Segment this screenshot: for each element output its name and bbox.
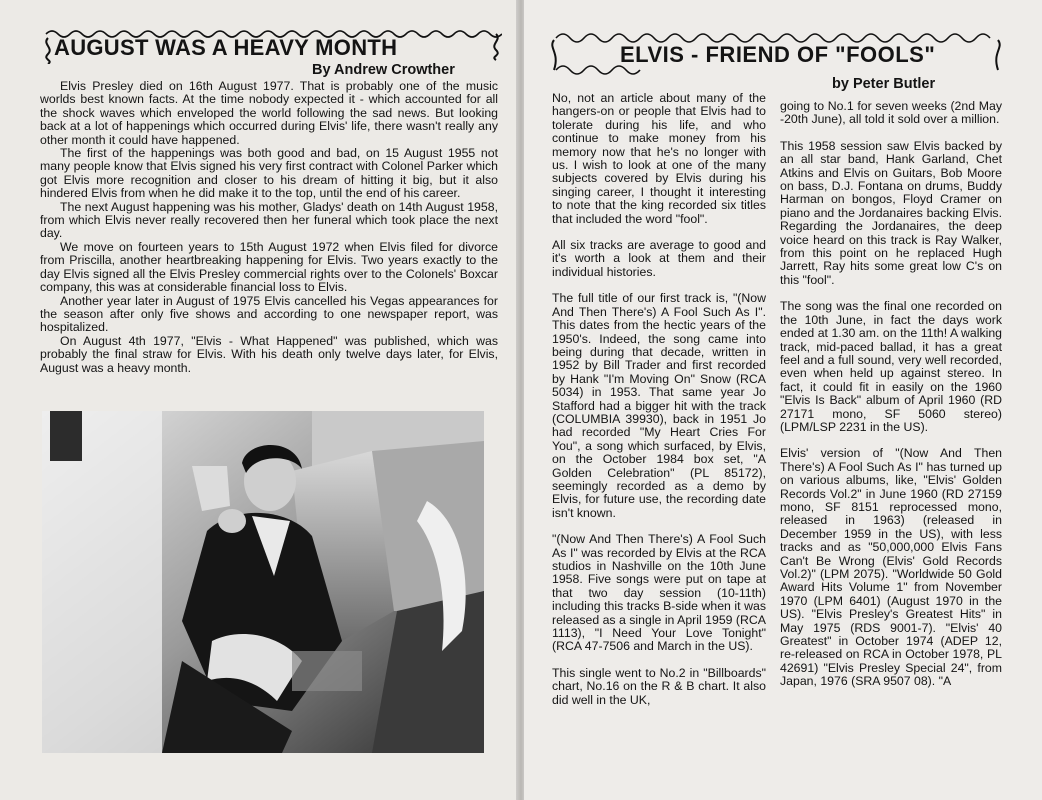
- col1-paragraph: The full title of our first track is, "(Now And Then There's) A Fool Such As I". This dates from the hectic years of the 1950's. Indeed, the song came into being during that decade, written in 1952 by Bill Trader and first recorded by Hank "I'm Moving On" Snow (RCA 5034) in 1953. That same year Jo Stafford had a bigger hit with the track (COLUMBIA 39930), back in 1951 Jo had recorded "My Heart Cries For You", a song which surfaced, by Elvis, on the October 1984 box set, "A Golden Celebration" (PL 85172), seemingly recorded as a demo by Elvis, for future use, the recording date isn't known.: [552, 291, 766, 520]
- right-article-title-box: [550, 30, 1002, 76]
- right-article-title: ELVIS - FRIEND OF "FOOLS": [620, 42, 936, 67]
- col1-paragraph: No, not an article about many of the hangers-on or people that Elvis had to tolerate during his life, and who continue to make money from his memory now that he's no longer with us. I wish to look at one of the many subjects covered by Elvis during his singing career, I thought it interesting to note that the king recorded six titles that included the word "fool".: [552, 91, 766, 226]
- right-article-byline: by Peter Butler: [832, 76, 936, 92]
- left-paragraph: The first of the happenings was both good and bad, on 15 August 1955 not many people know that Elvis signed his very first contract with Colonel Parker which got Elvis more recognition and closer to his dream of hitting it big, but it also hindered Elvis from when he did make it to the top, until the end of his career.: [40, 146, 498, 201]
- left-paragraph: Another year later in August of 1975 Elvis cancelled his Vegas appearances for the season after only five shows and according to one newspaper report, was hospitalized.: [40, 293, 498, 335]
- left-article-title: AUGUST WAS A HEAVY MONTH: [54, 35, 398, 60]
- col1-paragraph: "(Now And Then There's) A Fool Such As I" was recorded by Elvis at the RCA studios in Nashville on the 10th June 1958. Five songs were put on tape at that two day session (10-11th) including this tracks B-side when it was released as a single in April 1959 (RCA 1113), "I Need Your Love Tonight" (RCA 47-7506 and March in the US).: [552, 532, 766, 654]
- right-article-column-2: [780, 100, 1002, 689]
- col2-paragraph: This 1958 session saw Elvis backed by an all star band, Hank Garland, Chet Atkins and Elvis on Guitars, Bob Moore on bass, D.J. Fontana on drums, Buddy Harman on bongos, Floyd Cramer on piano and the Jordanaires backing Elvis. Regarding the Jordanaires, the deep voice heard on this track is Ray Walker, from this point on he replaced Hugh Jarrett, Ray hits some great low C's on this "fool".: [780, 138, 1002, 287]
- elvis-photo: [42, 411, 484, 753]
- col1-paragraph: This single went to No.2 in "Billboards" chart, No.16 on the R & B chart. It also did well in the UK,: [552, 665, 766, 707]
- left-paragraph: Elvis Presley died on 16th August 1977. That is probably one of the music worlds best known facts. At the time nobody expected it - which accounted for all the shock waves which enveloped the world following the sad news. But looking back at a lot of happenings which occurred during Elvis' life, there wasn't really any other month it could have happened.: [40, 79, 498, 147]
- left-paragraph: The next August happening was his mother, Gladys' death on 14th August 1958, from which Elvis never really recovered then her funeral which took place the next day.: [40, 199, 498, 241]
- col1-paragraph: All six tracks are average to good and it's worth a look at them and their individual histories.: [552, 238, 766, 279]
- col2-paragraph: The song was the final one recorded on the 10th June, in fact the days work ended at 1.30 am. on the 11th! A walking track, mid-paced ballad, it has a great feel and a full sound, very well recorded, even when held up against stereo. In fact, it could fit in easily on the 1960 "Elvis Is Back" album of April 1960 (RD 27171 mono, SF 5060 stereo) (LPM/LSP 2231 in the US).: [780, 299, 1002, 434]
- left-article-byline: By Andrew Crowther: [312, 62, 455, 78]
- left-paragraph: We move on fourteen years to 15th August 1972 when Elvis filed for divorce from Priscilla, another heartbreaking happening for Elvis. Two years exactly to the day Elvis signed all the Elvis Presley commercial rights over to the Colonels' Boxcar company, this was at considerable financial loss to Elvis.: [40, 239, 498, 295]
- left-paragraph: On August 4th 1977, "Elvis - What Happened" was published, which was probably the final straw for Elvis. With his death only twelve days later, for Elvis, August was a heavy month.: [40, 333, 498, 375]
- left-article-title-box: [42, 30, 502, 64]
- right-article-column-1: [552, 92, 766, 707]
- col2-paragraph: going to No.1 for seven weeks (2nd May -20th June), all told it sold over a million.: [780, 99, 1002, 127]
- col2-paragraph: Elvis' version of "(Now And Then There's) A Fool Such As I" has turned up on various albums, like, "Elvis' Golden Records Vol.2" in June 1960 (RD 27159 mono, SF 8151 reprocessed mono, released in 1963) (released in December 1959 in the US), with less tracks and as "50,000,000 Elvis Fans Can't Be Wrong (Elvis' Gold Records Vol.2)" (LPM 2075). "Worldwide 50 Gold Award Hits Volume 1" from November 1970 (LPM 6401) (August 1970 in the US). "Elvis Presley's Greatest Hits" in May 1975 (RDS 9001-7). "Elvis' 40 Greatest" in October 1974 (ADEP 12, re-released on RCA in October 1978, PL 42691) "Elvis Presley Special 24", from Japan, 1976 (SRA 9507 08). "A: [780, 446, 1002, 689]
- left-page: [0, 0, 518, 800]
- left-article-body: [40, 80, 498, 375]
- elvis-train-photo-illustration: [42, 411, 484, 753]
